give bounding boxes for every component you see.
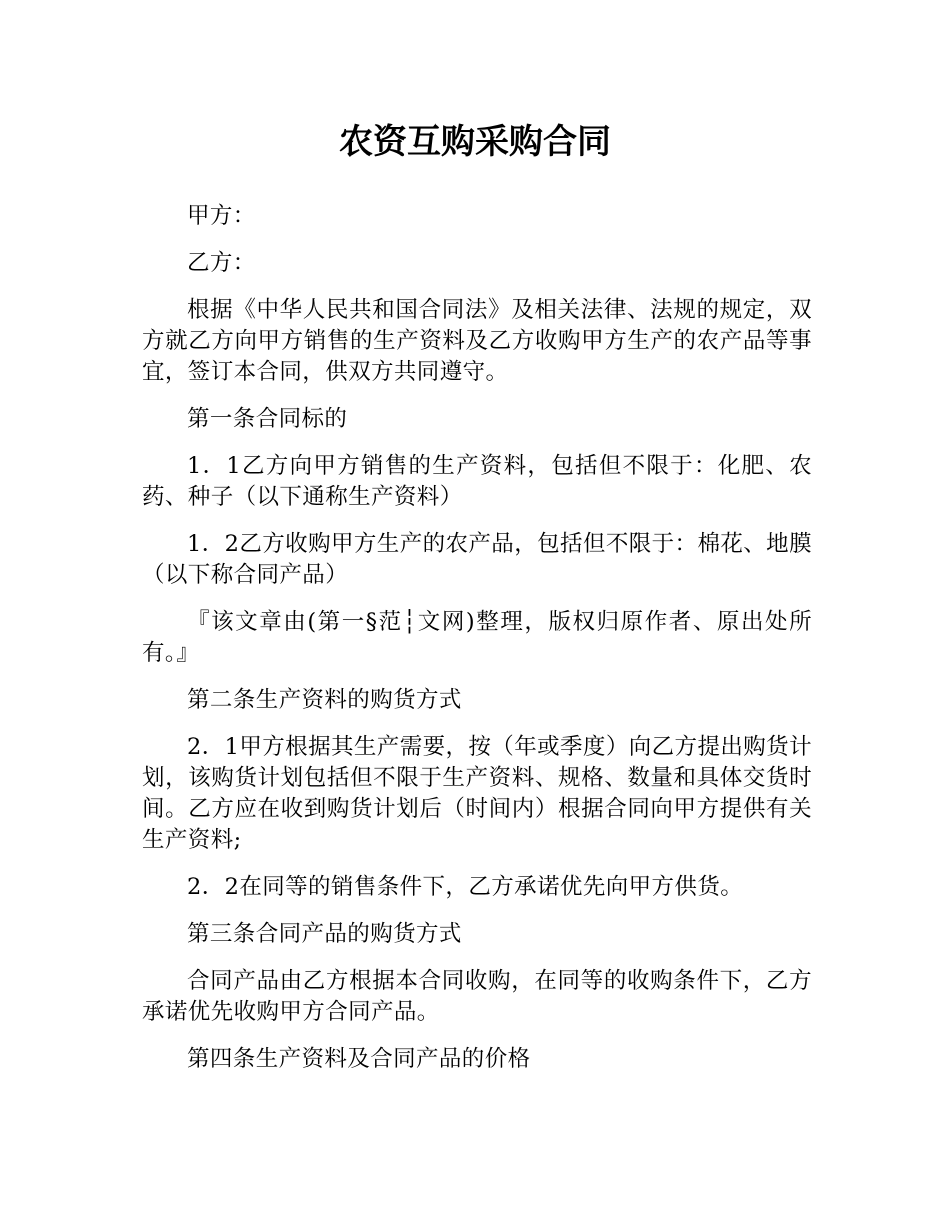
clause-1-2: 1．2乙方收购甲方生产的农产品，包括但不限于：棉花、地膜（以下称合同产品） [142, 531, 812, 588]
source-notice: 『该文章由(第一§范┆文网)整理，版权归原作者、原出处所有。』 [142, 609, 812, 666]
preamble-paragraph: 根据《中华人民共和国合同法》及相关法律、法规的规定，双方就乙方向甲方销售的生产资料及乙方收购甲方生产的农产品等事宜，签订本合同，供双方共同遵守。 [142, 297, 812, 385]
article-1-heading: 第一条合同标的 [187, 406, 348, 432]
clause-2-2: 2．2在同等的销售条件下，乙方承诺优先向甲方供货。 [187, 874, 744, 900]
article-3-heading: 第三条合同产品的购货方式 [187, 921, 462, 947]
document-body [142, 201, 812, 1091]
clause-1-1: 1．1乙方向甲方销售的生产资料，包括但不限于：化肥、农药、种子（以下通称生产资料） [142, 453, 812, 510]
clause-2-1: 2．1甲方根据其生产需要，按（年或季度）向乙方提出购货计划，该购货计划包括但不限于生产资料、规格、数量和具体交货时间。乙方应在收到购货计划后（时间内）根据合同向甲方提供有关生产资料; [142, 734, 812, 853]
article-3-body: 合同产品由乙方根据本合同收购，在同等的收购条件下，乙方承诺优先收购甲方合同产品。 [142, 968, 812, 1025]
party-b-line: 乙方： [187, 250, 256, 276]
party-a-line: 甲方： [187, 203, 256, 229]
document-title: 农资互购采购合同 [339, 122, 611, 162]
article-4-heading: 第四条生产资料及合同产品的价格 [187, 1046, 531, 1072]
article-2-heading: 第二条生产资料的购货方式 [187, 687, 462, 713]
